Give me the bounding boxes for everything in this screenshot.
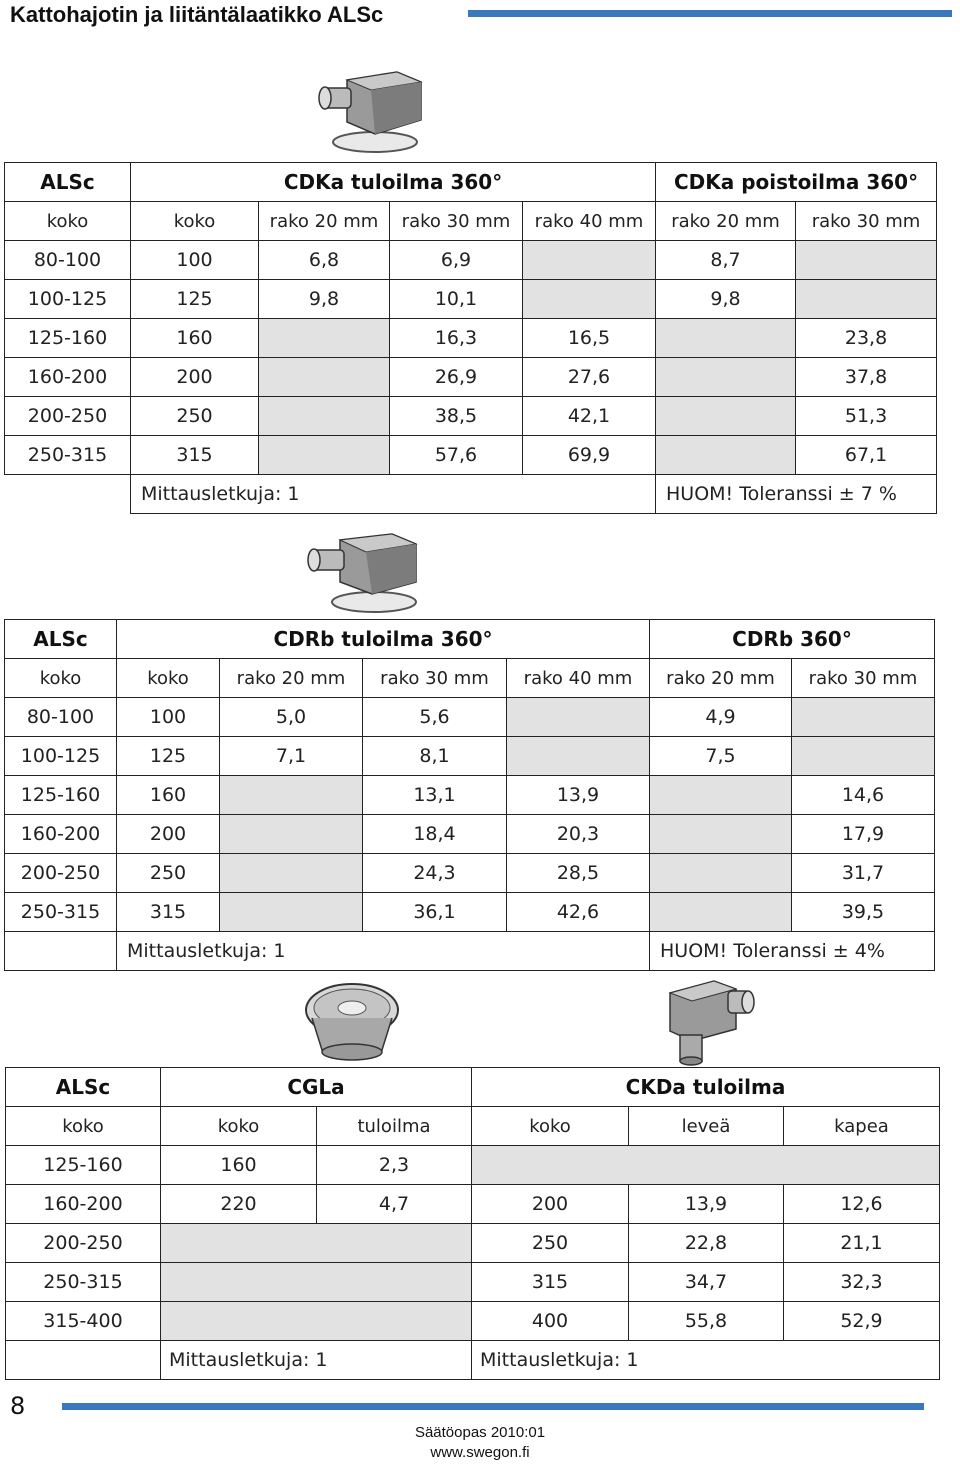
table-subheader-row (5, 202, 937, 241)
header-ckda-supply: CKDa tuloilma (472, 1068, 940, 1107)
table-cell: 14,6 (792, 776, 935, 815)
table-cell: 16,3 (390, 319, 523, 358)
table-cell: 160 (161, 1146, 317, 1185)
table-cell: 57,6 (390, 436, 523, 475)
table-cell: 160-200 (5, 358, 131, 397)
table-row (5, 241, 937, 280)
subheader-cell: koko (5, 659, 117, 698)
header-alsc: ALSc (6, 1068, 161, 1107)
table-cell: 100-125 (5, 737, 117, 776)
table-cell: 315 (472, 1263, 629, 1302)
empty-cell (259, 436, 390, 475)
table-cell: 7,5 (650, 737, 792, 776)
table-cell: 4,7 (317, 1185, 472, 1224)
table-cell: 6,8 (259, 241, 390, 280)
table-cell: 200 (472, 1185, 629, 1224)
cdka-table (4, 162, 937, 514)
table-cell: 13,9 (507, 776, 650, 815)
table-cell: 250-315 (5, 893, 117, 932)
table-cell: 21,1 (784, 1224, 940, 1263)
table-cell: 69,9 (523, 436, 656, 475)
empty-cell (259, 319, 390, 358)
table-cell: 55,8 (629, 1302, 784, 1341)
table-cell: 160 (131, 319, 259, 358)
note-hoses-cgla: Mittausletkuja: 1 (161, 1341, 472, 1380)
table-row (6, 1185, 940, 1224)
table-cell: 160 (117, 776, 220, 815)
table-cell: 400 (472, 1302, 629, 1341)
table-cell: 67,1 (796, 436, 937, 475)
table-subheader-row (5, 659, 935, 698)
table-cell: 160-200 (5, 815, 117, 854)
table-cell: 38,5 (390, 397, 523, 436)
empty-cell (6, 1341, 161, 1380)
cdrb-product-image (302, 528, 422, 614)
empty-cell (220, 776, 363, 815)
table-row (5, 436, 937, 475)
table-cell: 36,1 (363, 893, 507, 932)
subheader-cell: koko (161, 1107, 317, 1146)
table-note-row (5, 932, 935, 971)
table-cell: 5,0 (220, 698, 363, 737)
empty-cell (523, 241, 656, 280)
table-cell: 250-315 (6, 1263, 161, 1302)
table-row (5, 815, 935, 854)
empty-cell (259, 358, 390, 397)
table-row (5, 397, 937, 436)
footer-rule (62, 1403, 924, 1410)
cgla-product-image (302, 980, 402, 1064)
table-cell: 9,8 (259, 280, 390, 319)
table-cell: 17,9 (792, 815, 935, 854)
table-cell: 80-100 (5, 241, 131, 280)
table-cell: 200 (117, 815, 220, 854)
subheader-cell: kapea (784, 1107, 940, 1146)
table-cell: 37,8 (796, 358, 937, 397)
subheader-cell: rako 40 mm (507, 659, 650, 698)
table-cell: 16,5 (523, 319, 656, 358)
table-cell: 12,6 (784, 1185, 940, 1224)
table-cell: 4,9 (650, 698, 792, 737)
empty-cell (650, 854, 792, 893)
table-cell: 125-160 (6, 1146, 161, 1185)
table-cell: 315 (117, 893, 220, 932)
empty-cell (650, 776, 792, 815)
table-cell: 9,8 (656, 280, 796, 319)
subheader-cell: koko (6, 1107, 161, 1146)
empty-cell (5, 932, 117, 971)
table-cell: 125 (117, 737, 220, 776)
empty-cell (656, 319, 796, 358)
table-row (5, 280, 937, 319)
header-cdrb: CDRb 360° (650, 620, 935, 659)
empty-cell (472, 1146, 940, 1185)
table-cell: 5,6 (363, 698, 507, 737)
table-cell: 125-160 (5, 776, 117, 815)
table-cell: 42,1 (523, 397, 656, 436)
table-row (6, 1146, 940, 1185)
table-cell: 8,1 (363, 737, 507, 776)
table-cell: 200-250 (5, 397, 131, 436)
header-alsc: ALSc (5, 163, 131, 202)
subheader-cell: rako 20 mm (220, 659, 363, 698)
table-cell: 100 (117, 698, 220, 737)
table-cell: 24,3 (363, 854, 507, 893)
page-title: Kattohajotin ja liitäntälaatikko ALSc (10, 2, 384, 27)
table-cell: 250 (131, 397, 259, 436)
table-row (5, 358, 937, 397)
header-cdrb-supply: CDRb tuloilma 360° (117, 620, 650, 659)
empty-cell (507, 698, 650, 737)
page-number: 8 (10, 1392, 26, 1420)
footer-website: www.swegon.fi (430, 1444, 530, 1461)
table-cell: 7,1 (220, 737, 363, 776)
table-cell: 125 (131, 280, 259, 319)
table-header-row (5, 620, 935, 659)
table-header-row (5, 163, 937, 202)
table-cell: 315 (131, 436, 259, 475)
header-cgla: CGLa (161, 1068, 472, 1107)
table-cell: 23,8 (796, 319, 937, 358)
table-cell: 125-160 (5, 319, 131, 358)
empty-cell (796, 241, 937, 280)
subheader-cell: rako 30 mm (390, 202, 523, 241)
subheader-cell: rako 30 mm (796, 202, 937, 241)
empty-cell (796, 280, 937, 319)
subheader-cell: rako 40 mm (523, 202, 656, 241)
empty-cell (220, 893, 363, 932)
table-header-row (6, 1068, 940, 1107)
subheader-cell: koko (472, 1107, 629, 1146)
table-cell: 10,1 (390, 280, 523, 319)
note-tolerance: HUOM! Toleranssi ± 7 % (656, 475, 937, 514)
table-cell: 32,3 (784, 1263, 940, 1302)
empty-cell (792, 737, 935, 776)
table-cell: 18,4 (363, 815, 507, 854)
subheader-cell: rako 20 mm (656, 202, 796, 241)
empty-cell (220, 815, 363, 854)
empty-cell (523, 280, 656, 319)
subheader-cell: rako 20 mm (259, 202, 390, 241)
table-row (5, 698, 935, 737)
table-cell: 100 (131, 241, 259, 280)
cdka-product-image (315, 62, 425, 154)
table-row (5, 737, 935, 776)
empty-cell (656, 436, 796, 475)
note-tolerance: HUOM! Toleranssi ± 4% (650, 932, 935, 971)
table-cell: 28,5 (507, 854, 650, 893)
table-cell: 27,6 (523, 358, 656, 397)
header-cdka-exhaust: CDKa poistoilma 360° (656, 163, 937, 202)
table-row (6, 1302, 940, 1341)
title-rule (468, 10, 952, 17)
table-note-row (6, 1341, 940, 1380)
empty-cell (507, 737, 650, 776)
empty-cell (650, 893, 792, 932)
subheader-cell: koko (117, 659, 220, 698)
table-cell: 200 (131, 358, 259, 397)
table-row (5, 776, 935, 815)
table-cell: 250 (117, 854, 220, 893)
empty-cell (161, 1302, 472, 1341)
table-cell: 250 (472, 1224, 629, 1263)
table-cell: 220 (161, 1185, 317, 1224)
table-cell: 6,9 (390, 241, 523, 280)
cgla-ckda-table (5, 1067, 940, 1380)
note-hoses-ckda: Mittausletkuja: 1 (472, 1341, 940, 1380)
subheader-cell: rako 30 mm (363, 659, 507, 698)
cdrb-table (4, 619, 935, 971)
empty-cell (650, 815, 792, 854)
ckda-product-image (662, 975, 758, 1067)
table-cell: 100-125 (5, 280, 131, 319)
table-row (5, 854, 935, 893)
empty-cell (161, 1224, 472, 1263)
subheader-cell: leveä (629, 1107, 784, 1146)
subheader-cell: rako 30 mm (792, 659, 935, 698)
table-subheader-row (6, 1107, 940, 1146)
table-cell: 250-315 (5, 436, 131, 475)
table-row (6, 1224, 940, 1263)
table-cell: 13,1 (363, 776, 507, 815)
footer-guide-name: Säätöopas 2010:01 (414, 1424, 546, 1441)
table-cell: 42,6 (507, 893, 650, 932)
table-cell: 200-250 (6, 1224, 161, 1263)
table-cell: 2,3 (317, 1146, 472, 1185)
table-cell: 39,5 (792, 893, 935, 932)
table-cell: 160-200 (6, 1185, 161, 1224)
table-cell: 315-400 (6, 1302, 161, 1341)
header-alsc: ALSc (5, 620, 117, 659)
empty-cell (792, 698, 935, 737)
table-cell: 31,7 (792, 854, 935, 893)
empty-cell (656, 397, 796, 436)
table-cell: 51,3 (796, 397, 937, 436)
table-note-row (5, 475, 937, 514)
empty-cell (161, 1263, 472, 1302)
subheader-cell: rako 20 mm (650, 659, 792, 698)
subheader-cell: koko (5, 202, 131, 241)
subheader-cell: koko (131, 202, 259, 241)
table-row (5, 319, 937, 358)
table-cell: 80-100 (5, 698, 117, 737)
note-hoses: Mittausletkuja: 1 (117, 932, 650, 971)
empty-cell (220, 854, 363, 893)
table-row (5, 893, 935, 932)
table-row (6, 1263, 940, 1302)
table-cell: 26,9 (390, 358, 523, 397)
table-cell: 13,9 (629, 1185, 784, 1224)
subheader-cell: tuloilma (317, 1107, 472, 1146)
table-cell: 52,9 (784, 1302, 940, 1341)
table-cell: 22,8 (629, 1224, 784, 1263)
empty-cell (5, 475, 131, 514)
note-hoses: Mittausletkuja: 1 (131, 475, 656, 514)
table-cell: 8,7 (656, 241, 796, 280)
empty-cell (656, 358, 796, 397)
header-cdka-supply: CDKa tuloilma 360° (131, 163, 656, 202)
empty-cell (259, 397, 390, 436)
table-cell: 200-250 (5, 854, 117, 893)
table-cell: 20,3 (507, 815, 650, 854)
table-cell: 34,7 (629, 1263, 784, 1302)
